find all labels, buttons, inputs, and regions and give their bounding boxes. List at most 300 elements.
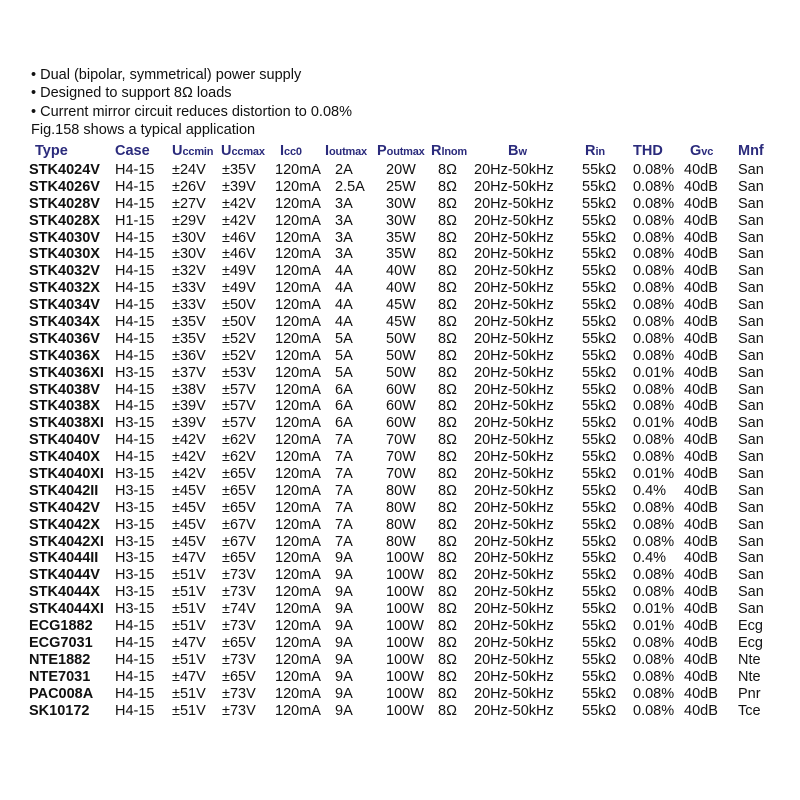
header-main: P (377, 143, 387, 159)
cell-uccmin: ±30V (172, 246, 206, 263)
cell-ioutmax: 7A (335, 533, 353, 550)
cell-uccmax: ±49V (222, 280, 256, 297)
table-row (0, 483, 800, 500)
cell-uccmax: ±74V (222, 601, 256, 618)
cell-bw: 20Hz-50kHz (474, 347, 554, 364)
cell-uccmin: ±45V (172, 516, 206, 533)
cell-poutmax: 50W (386, 364, 416, 381)
cell-thd: 0.08% (633, 229, 675, 246)
table-row (0, 466, 800, 483)
cell-uccmin: ±38V (172, 381, 206, 398)
cell-mnf: San (738, 280, 764, 297)
cell-ioutmax: 7A (335, 499, 353, 516)
cell-rin: 55kΩ (582, 432, 617, 449)
cell-poutmax: 100W (386, 567, 424, 584)
cell-case: H3-15 (115, 364, 155, 381)
cell-icc0: 120mA (275, 499, 321, 516)
cell-case: H4-15 (115, 280, 155, 297)
cell-uccmax: ±57V (222, 381, 256, 398)
cell-bw: 20Hz-50kHz (474, 533, 554, 550)
cell-ioutmax: 5A (335, 347, 353, 364)
cell-poutmax: 40W (386, 263, 416, 280)
cell-mnf: San (738, 381, 764, 398)
cell-type: STK4044V (29, 567, 100, 584)
cell-icc0: 120mA (275, 398, 321, 415)
cell-uccmax: ±49V (222, 263, 256, 280)
cell-rlnom: 8Ω (438, 280, 457, 297)
cell-uccmin: ±47V (172, 634, 206, 651)
table-row (0, 500, 800, 517)
header-main: Type (35, 143, 68, 159)
table-row (0, 348, 800, 365)
cell-uccmax: ±46V (222, 229, 256, 246)
cell-mnf: San (738, 347, 764, 364)
cell-bw: 20Hz-50kHz (474, 634, 554, 651)
cell-poutmax: 70W (386, 466, 416, 483)
cell-rin: 55kΩ (582, 178, 617, 195)
cell-gvc: 40dB (684, 567, 718, 584)
header-sub: ccmax (231, 146, 265, 158)
cell-poutmax: 100W (386, 651, 424, 668)
cell-bw: 20Hz-50kHz (474, 516, 554, 533)
cell-bw: 20Hz-50kHz (474, 466, 554, 483)
cell-type: STK4034V (29, 297, 100, 314)
cell-thd: 0.08% (633, 297, 675, 314)
cell-rlnom: 8Ω (438, 263, 457, 280)
cell-icc0: 120mA (275, 314, 321, 331)
cell-gvc: 40dB (684, 415, 718, 432)
cell-type: STK4028V (29, 195, 100, 212)
cell-uccmin: ±33V (172, 297, 206, 314)
cell-rlnom: 8Ω (438, 398, 457, 415)
cell-ioutmax: 3A (335, 229, 353, 246)
cell-rlnom: 8Ω (438, 178, 457, 195)
cell-thd: 0.08% (633, 178, 675, 195)
table-row (0, 314, 800, 331)
cell-mnf: Pnr (738, 685, 761, 702)
cell-gvc: 40dB (684, 178, 718, 195)
cell-type: STK4038X (29, 398, 100, 415)
cell-bw: 20Hz-50kHz (474, 499, 554, 516)
cell-poutmax: 35W (386, 246, 416, 263)
cell-ioutmax: 6A (335, 398, 353, 415)
table-row (0, 669, 800, 686)
cell-case: H3-15 (115, 415, 155, 432)
cell-ioutmax: 3A (335, 246, 353, 263)
cell-uccmax: ±35V (222, 162, 256, 178)
cell-icc0: 120mA (275, 178, 321, 195)
cell-ioutmax: 7A (335, 482, 353, 499)
cell-type: STK4040XI (29, 466, 104, 483)
cell-bw: 20Hz-50kHz (474, 432, 554, 449)
cell-uccmax: ±65V (222, 668, 256, 685)
cell-thd: 0.08% (633, 432, 675, 449)
cell-case: H3-15 (115, 466, 155, 483)
cell-thd: 0.08% (633, 398, 675, 415)
cell-rlnom: 8Ω (438, 702, 457, 719)
cell-type: NTE7031 (29, 668, 91, 685)
cell-bw: 20Hz-50kHz (474, 567, 554, 584)
header-icc0 (280, 143, 302, 159)
cell-mnf: San (738, 212, 764, 229)
cell-rin: 55kΩ (582, 280, 617, 297)
cell-icc0: 120mA (275, 702, 321, 719)
cell-bw: 20Hz-50kHz (474, 212, 554, 229)
cell-poutmax: 100W (386, 702, 424, 719)
cell-mnf: San (738, 263, 764, 280)
header-main: I (325, 143, 330, 159)
cell-uccmin: ±27V (172, 195, 206, 212)
cell-icc0: 120mA (275, 668, 321, 685)
cell-gvc: 40dB (684, 195, 718, 212)
table-row (0, 517, 800, 534)
cell-mnf: San (738, 364, 764, 381)
cell-uccmin: ±51V (172, 618, 206, 635)
cell-gvc: 40dB (684, 634, 718, 651)
cell-uccmax: ±53V (222, 364, 256, 381)
cell-thd: 0.08% (633, 499, 675, 516)
cell-case: H4-15 (115, 297, 155, 314)
cell-type: STK4030V (29, 229, 100, 246)
cell-ioutmax: 6A (335, 381, 353, 398)
cell-gvc: 40dB (684, 381, 718, 398)
cell-thd: 0.08% (633, 314, 675, 331)
table-row (0, 263, 800, 280)
cell-uccmin: ±51V (172, 584, 206, 601)
header-rin (585, 143, 605, 159)
table-row (0, 196, 800, 213)
header-sub: outmax (329, 146, 367, 158)
cell-bw: 20Hz-50kHz (474, 702, 554, 719)
cell-icc0: 120mA (275, 364, 321, 381)
header-main: R (431, 143, 442, 159)
cell-rin: 55kΩ (582, 330, 617, 347)
cell-bw: 20Hz-50kHz (474, 550, 554, 567)
cell-type: STK4044II (29, 550, 99, 567)
cell-uccmin: ±51V (172, 685, 206, 702)
cell-rin: 55kΩ (582, 550, 617, 567)
cell-bw: 20Hz-50kHz (474, 381, 554, 398)
cell-gvc: 40dB (684, 651, 718, 668)
cell-rin: 55kΩ (582, 195, 617, 212)
cell-icc0: 120mA (275, 297, 321, 314)
header-bw (508, 143, 527, 159)
cell-mnf: San (738, 449, 764, 466)
cell-bw: 20Hz-50kHz (474, 601, 554, 618)
cell-uccmax: ±46V (222, 246, 256, 263)
cell-poutmax: 25W (386, 178, 416, 195)
table-row (0, 230, 800, 247)
cell-gvc: 40dB (684, 550, 718, 567)
cell-rlnom: 8Ω (438, 364, 457, 381)
cell-mnf: San (738, 246, 764, 263)
cell-rin: 55kΩ (582, 533, 617, 550)
cell-bw: 20Hz-50kHz (474, 668, 554, 685)
cell-type: STK4030X (29, 246, 100, 263)
table-row (0, 246, 800, 263)
table-row (0, 331, 800, 348)
cell-type: PAC008A (29, 685, 94, 702)
cell-uccmax: ±65V (222, 634, 256, 651)
cell-poutmax: 100W (386, 618, 424, 635)
cell-rlnom: 8Ω (438, 482, 457, 499)
cell-rin: 55kΩ (582, 499, 617, 516)
cell-rin: 55kΩ (582, 601, 617, 618)
cell-rlnom: 8Ω (438, 651, 457, 668)
cell-bw: 20Hz-50kHz (474, 398, 554, 415)
cell-ioutmax: 3A (335, 195, 353, 212)
cell-mnf: San (738, 330, 764, 347)
cell-uccmax: ±65V (222, 482, 256, 499)
feature-list (31, 66, 352, 139)
header-main: Case (115, 143, 150, 159)
table-row (0, 365, 800, 382)
cell-ioutmax: 4A (335, 297, 353, 314)
cell-case: H4-15 (115, 381, 155, 398)
cell-case: H4-15 (115, 618, 155, 635)
cell-ioutmax: 5A (335, 330, 353, 347)
header-main: U (221, 143, 232, 159)
cell-uccmax: ±62V (222, 432, 256, 449)
cell-uccmax: ±42V (222, 212, 256, 229)
cell-rin: 55kΩ (582, 347, 617, 364)
cell-case: H4-15 (115, 314, 155, 331)
cell-thd: 0.08% (633, 195, 675, 212)
cell-uccmax: ±73V (222, 584, 256, 601)
cell-ioutmax: 7A (335, 449, 353, 466)
cell-rlnom: 8Ω (438, 381, 457, 398)
cell-type: STK4040X (29, 449, 100, 466)
cell-ioutmax: 7A (335, 516, 353, 533)
cell-thd: 0.08% (633, 702, 675, 719)
cell-mnf: San (738, 314, 764, 331)
cell-uccmin: ±42V (172, 432, 206, 449)
cell-rlnom: 8Ω (438, 499, 457, 516)
cell-thd: 0.08% (633, 584, 675, 601)
cell-uccmax: ±65V (222, 499, 256, 516)
table-row (0, 635, 800, 652)
cell-rlnom: 8Ω (438, 601, 457, 618)
cell-poutmax: 100W (386, 550, 424, 567)
cell-gvc: 40dB (684, 347, 718, 364)
cell-case: H4-15 (115, 398, 155, 415)
cell-icc0: 120mA (275, 212, 321, 229)
cell-ioutmax: 4A (335, 314, 353, 331)
cell-bw: 20Hz-50kHz (474, 263, 554, 280)
cell-rlnom: 8Ω (438, 229, 457, 246)
table-row (0, 449, 800, 466)
cell-mnf: San (738, 550, 764, 567)
cell-poutmax: 45W (386, 314, 416, 331)
cell-case: H3-15 (115, 601, 155, 618)
cell-type: STK4042X (29, 516, 100, 533)
cell-mnf: San (738, 601, 764, 618)
cell-ioutmax: 5A (335, 364, 353, 381)
cell-thd: 0.08% (633, 533, 675, 550)
cell-icc0: 120mA (275, 381, 321, 398)
cell-mnf: Nte (738, 668, 761, 685)
cell-uccmin: ±29V (172, 212, 206, 229)
cell-bw: 20Hz-50kHz (474, 651, 554, 668)
cell-uccmax: ±67V (222, 516, 256, 533)
cell-type: STK4036V (29, 330, 100, 347)
cell-poutmax: 50W (386, 347, 416, 364)
cell-uccmax: ±73V (222, 702, 256, 719)
cell-thd: 0.01% (633, 466, 675, 483)
header-sub: outmax (386, 146, 425, 158)
header-main: THD (633, 143, 663, 159)
cell-case: H3-15 (115, 567, 155, 584)
table-body (0, 162, 800, 719)
cell-uccmin: ±24V (172, 162, 206, 178)
cell-poutmax: 100W (386, 685, 424, 702)
cell-rin: 55kΩ (582, 482, 617, 499)
cell-type: NTE1882 (29, 651, 91, 668)
cell-ioutmax: 9A (335, 618, 353, 635)
cell-gvc: 40dB (684, 482, 718, 499)
feature-item: • Designed to support 8Ω loads (31, 85, 232, 102)
cell-icc0: 120mA (275, 685, 321, 702)
cell-type: STK4040V (29, 432, 100, 449)
cell-gvc: 40dB (684, 330, 718, 347)
cell-ioutmax: 7A (335, 432, 353, 449)
header-rlnom (431, 143, 467, 159)
cell-rlnom: 8Ω (438, 618, 457, 635)
cell-ioutmax: 3A (335, 212, 353, 229)
cell-ioutmax: 9A (335, 550, 353, 567)
cell-rin: 55kΩ (582, 297, 617, 314)
cell-rlnom: 8Ω (438, 195, 457, 212)
cell-poutmax: 70W (386, 449, 416, 466)
cell-type: ECG7031 (29, 634, 93, 651)
cell-rin: 55kΩ (582, 449, 617, 466)
cell-ioutmax: 6A (335, 415, 353, 432)
cell-bw: 20Hz-50kHz (474, 482, 554, 499)
cell-uccmax: ±73V (222, 685, 256, 702)
cell-gvc: 40dB (684, 685, 718, 702)
cell-icc0: 120mA (275, 415, 321, 432)
cell-ioutmax: 4A (335, 280, 353, 297)
cell-rin: 55kΩ (582, 651, 617, 668)
cell-poutmax: 80W (386, 516, 416, 533)
header-sub: w (518, 146, 527, 158)
cell-icc0: 120mA (275, 634, 321, 651)
cell-gvc: 40dB (684, 449, 718, 466)
cell-uccmin: ±47V (172, 668, 206, 685)
cell-type: STK4042XI (29, 533, 104, 550)
table-row (0, 652, 800, 669)
cell-thd: 0.08% (633, 212, 675, 229)
cell-uccmin: ±45V (172, 499, 206, 516)
cell-bw: 20Hz-50kHz (474, 229, 554, 246)
cell-case: H3-15 (115, 533, 155, 550)
header-sub: vc (701, 146, 714, 158)
cell-uccmin: ±47V (172, 550, 206, 567)
cell-bw: 20Hz-50kHz (474, 618, 554, 635)
cell-uccmax: ±52V (222, 330, 256, 347)
cell-type: SK10172 (29, 702, 90, 719)
cell-case: H4-15 (115, 432, 155, 449)
cell-rin: 55kΩ (582, 668, 617, 685)
cell-icc0: 120mA (275, 347, 321, 364)
cell-poutmax: 50W (386, 330, 416, 347)
cell-gvc: 40dB (684, 162, 718, 178)
cell-rlnom: 8Ω (438, 567, 457, 584)
cell-type: STK4038XI (29, 415, 104, 432)
header-main: U (172, 143, 183, 159)
cell-uccmax: ±39V (222, 178, 256, 195)
table-row (0, 601, 800, 618)
cell-icc0: 120mA (275, 601, 321, 618)
cell-case: H3-15 (115, 550, 155, 567)
cell-rin: 55kΩ (582, 567, 617, 584)
cell-poutmax: 35W (386, 229, 416, 246)
table-row (0, 179, 800, 196)
header-uccmin (172, 143, 213, 159)
table-row (0, 415, 800, 432)
cell-rin: 55kΩ (582, 398, 617, 415)
cell-uccmin: ±32V (172, 263, 206, 280)
cell-thd: 0.08% (633, 516, 675, 533)
cell-poutmax: 60W (386, 415, 416, 432)
cell-gvc: 40dB (684, 533, 718, 550)
cell-case: H4-15 (115, 634, 155, 651)
cell-mnf: San (738, 432, 764, 449)
cell-mnf: San (738, 516, 764, 533)
cell-thd: 0.08% (633, 634, 675, 651)
cell-case: H4-15 (115, 178, 155, 195)
cell-rlnom: 8Ω (438, 449, 457, 466)
cell-thd: 0.01% (633, 415, 675, 432)
table-row (0, 686, 800, 703)
cell-uccmin: ±42V (172, 449, 206, 466)
cell-rlnom: 8Ω (438, 347, 457, 364)
cell-uccmin: ±42V (172, 466, 206, 483)
cell-uccmax: ±73V (222, 618, 256, 635)
cell-gvc: 40dB (684, 601, 718, 618)
table-row (0, 534, 800, 551)
cell-mnf: San (738, 482, 764, 499)
cell-mnf: San (738, 195, 764, 212)
header-sub: ccmin (182, 146, 214, 158)
cell-icc0: 120mA (275, 533, 321, 550)
figure-reference: Fig.158 shows a typical application (31, 121, 256, 138)
cell-thd: 0.08% (633, 685, 675, 702)
cell-case: H4-15 (115, 702, 155, 719)
cell-thd: 0.08% (633, 280, 675, 297)
cell-uccmax: ±52V (222, 347, 256, 364)
cell-uccmax: ±57V (222, 415, 256, 432)
feature-item: • Current mirror circuit reduces distortion to 0.08% (31, 103, 352, 120)
header-main: Mnf (738, 143, 764, 159)
cell-icc0: 120mA (275, 550, 321, 567)
cell-ioutmax: 9A (335, 685, 353, 702)
cell-gvc: 40dB (684, 246, 718, 263)
cell-type: STK4042II (29, 482, 99, 499)
cell-ioutmax: 9A (335, 651, 353, 668)
cell-poutmax: 100W (386, 584, 424, 601)
cell-case: H4-15 (115, 347, 155, 364)
table-row (0, 550, 800, 567)
cell-thd: 0.08% (633, 449, 675, 466)
cell-gvc: 40dB (684, 584, 718, 601)
cell-bw: 20Hz-50kHz (474, 178, 554, 195)
cell-mnf: San (738, 415, 764, 432)
header-sub: cc0 (284, 146, 302, 158)
cell-rlnom: 8Ω (438, 668, 457, 685)
cell-poutmax: 30W (386, 195, 416, 212)
cell-uccmin: ±45V (172, 533, 206, 550)
